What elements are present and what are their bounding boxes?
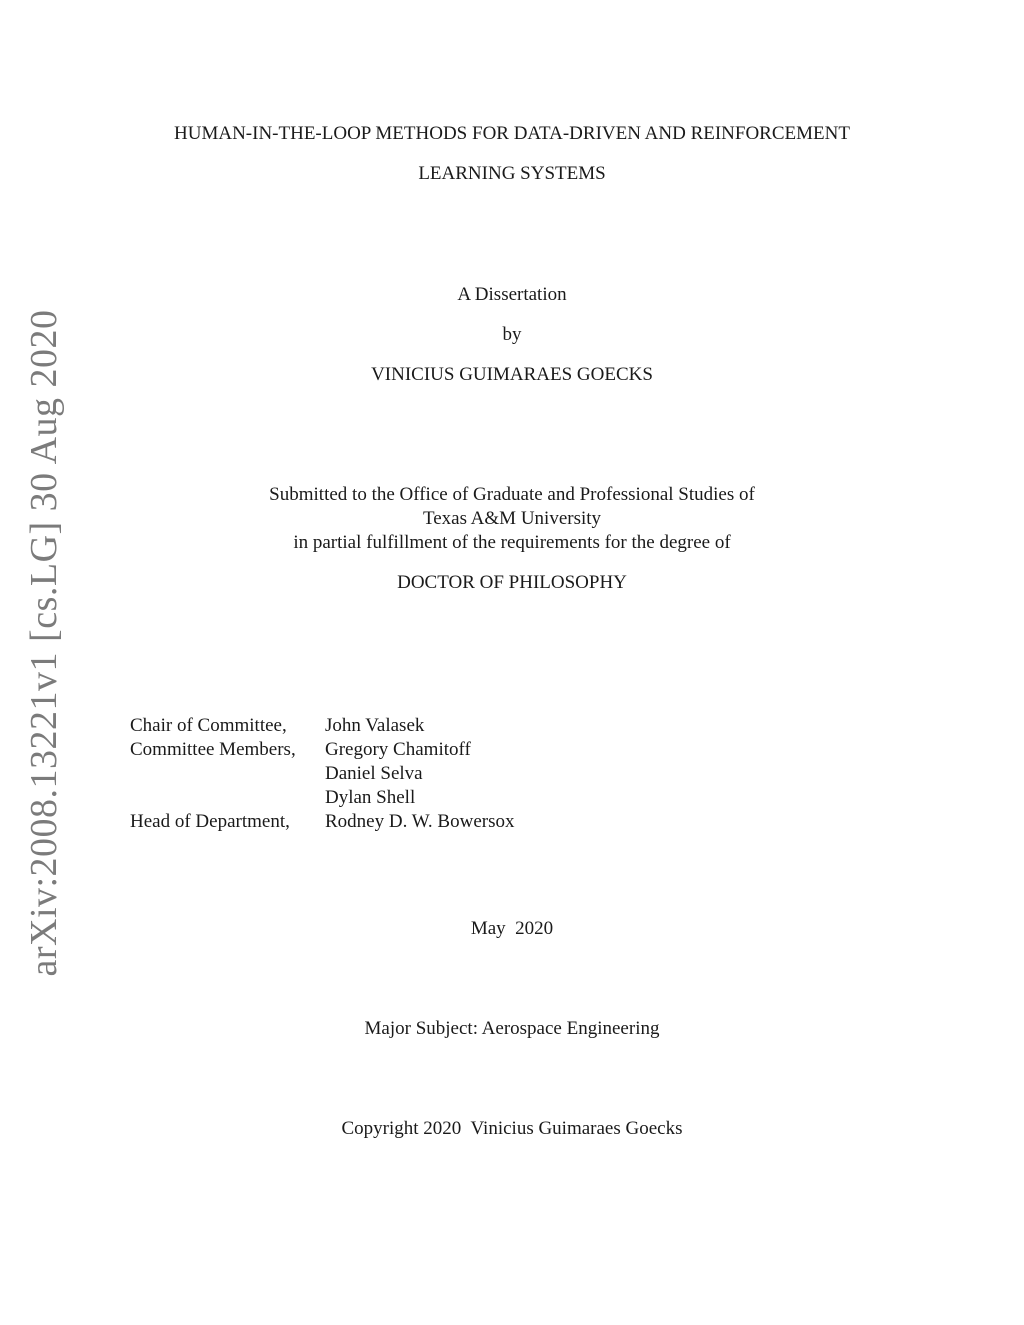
committee-role <box>130 762 325 786</box>
title-line-1: HUMAN-IN-THE-LOOP METHODS FOR DATA-DRIVEN AND REINFORCEMENT <box>174 123 850 144</box>
committee-member-name: John Valasek <box>325 715 425 736</box>
committee-role: Chair of Committee, <box>130 715 287 736</box>
submission-line-2: Texas A&M University <box>422 508 602 529</box>
committee-row-member <box>130 762 514 786</box>
copyright: Copyright 2020 Vinicius Guimaraes Goecks <box>341 1118 683 1139</box>
committee-row-chair <box>130 714 514 738</box>
committee-role <box>130 786 325 810</box>
arxiv-stamp: arXiv:2008.13221v1 [cs.LG] 30 Aug 2020 <box>23 309 65 977</box>
committee-member-name: Daniel Selva <box>325 763 423 784</box>
document-type: A Dissertation <box>457 284 567 305</box>
committee-role: Committee Members, <box>130 739 296 760</box>
submission-line-1: Submitted to the Office of Graduate and Professional Studies of <box>269 484 755 505</box>
committee-row-head <box>130 810 514 834</box>
submission-date: May 2020 <box>470 918 554 939</box>
submission-line-3: in partial fulfillment of the requirements for the degree of <box>293 532 731 553</box>
committee-row-member <box>130 786 514 810</box>
committee-role: Head of Department, <box>130 811 290 832</box>
degree: DOCTOR OF PHILOSOPHY <box>397 572 627 593</box>
title-line-2: LEARNING SYSTEMS <box>418 163 606 184</box>
committee-member-name: Gregory Chamitoff <box>325 739 471 760</box>
committee-member-name: Rodney D. W. Bowersox <box>325 811 515 832</box>
committee-member-name: Dylan Shell <box>325 787 416 808</box>
major-subject: Major Subject: Aerospace Engineering <box>364 1018 660 1039</box>
by-label: by <box>502 324 522 345</box>
committee-row-member <box>130 738 514 762</box>
committee-list <box>130 714 514 834</box>
author-name: VINICIUS GUIMARAES GOECKS <box>371 364 653 385</box>
